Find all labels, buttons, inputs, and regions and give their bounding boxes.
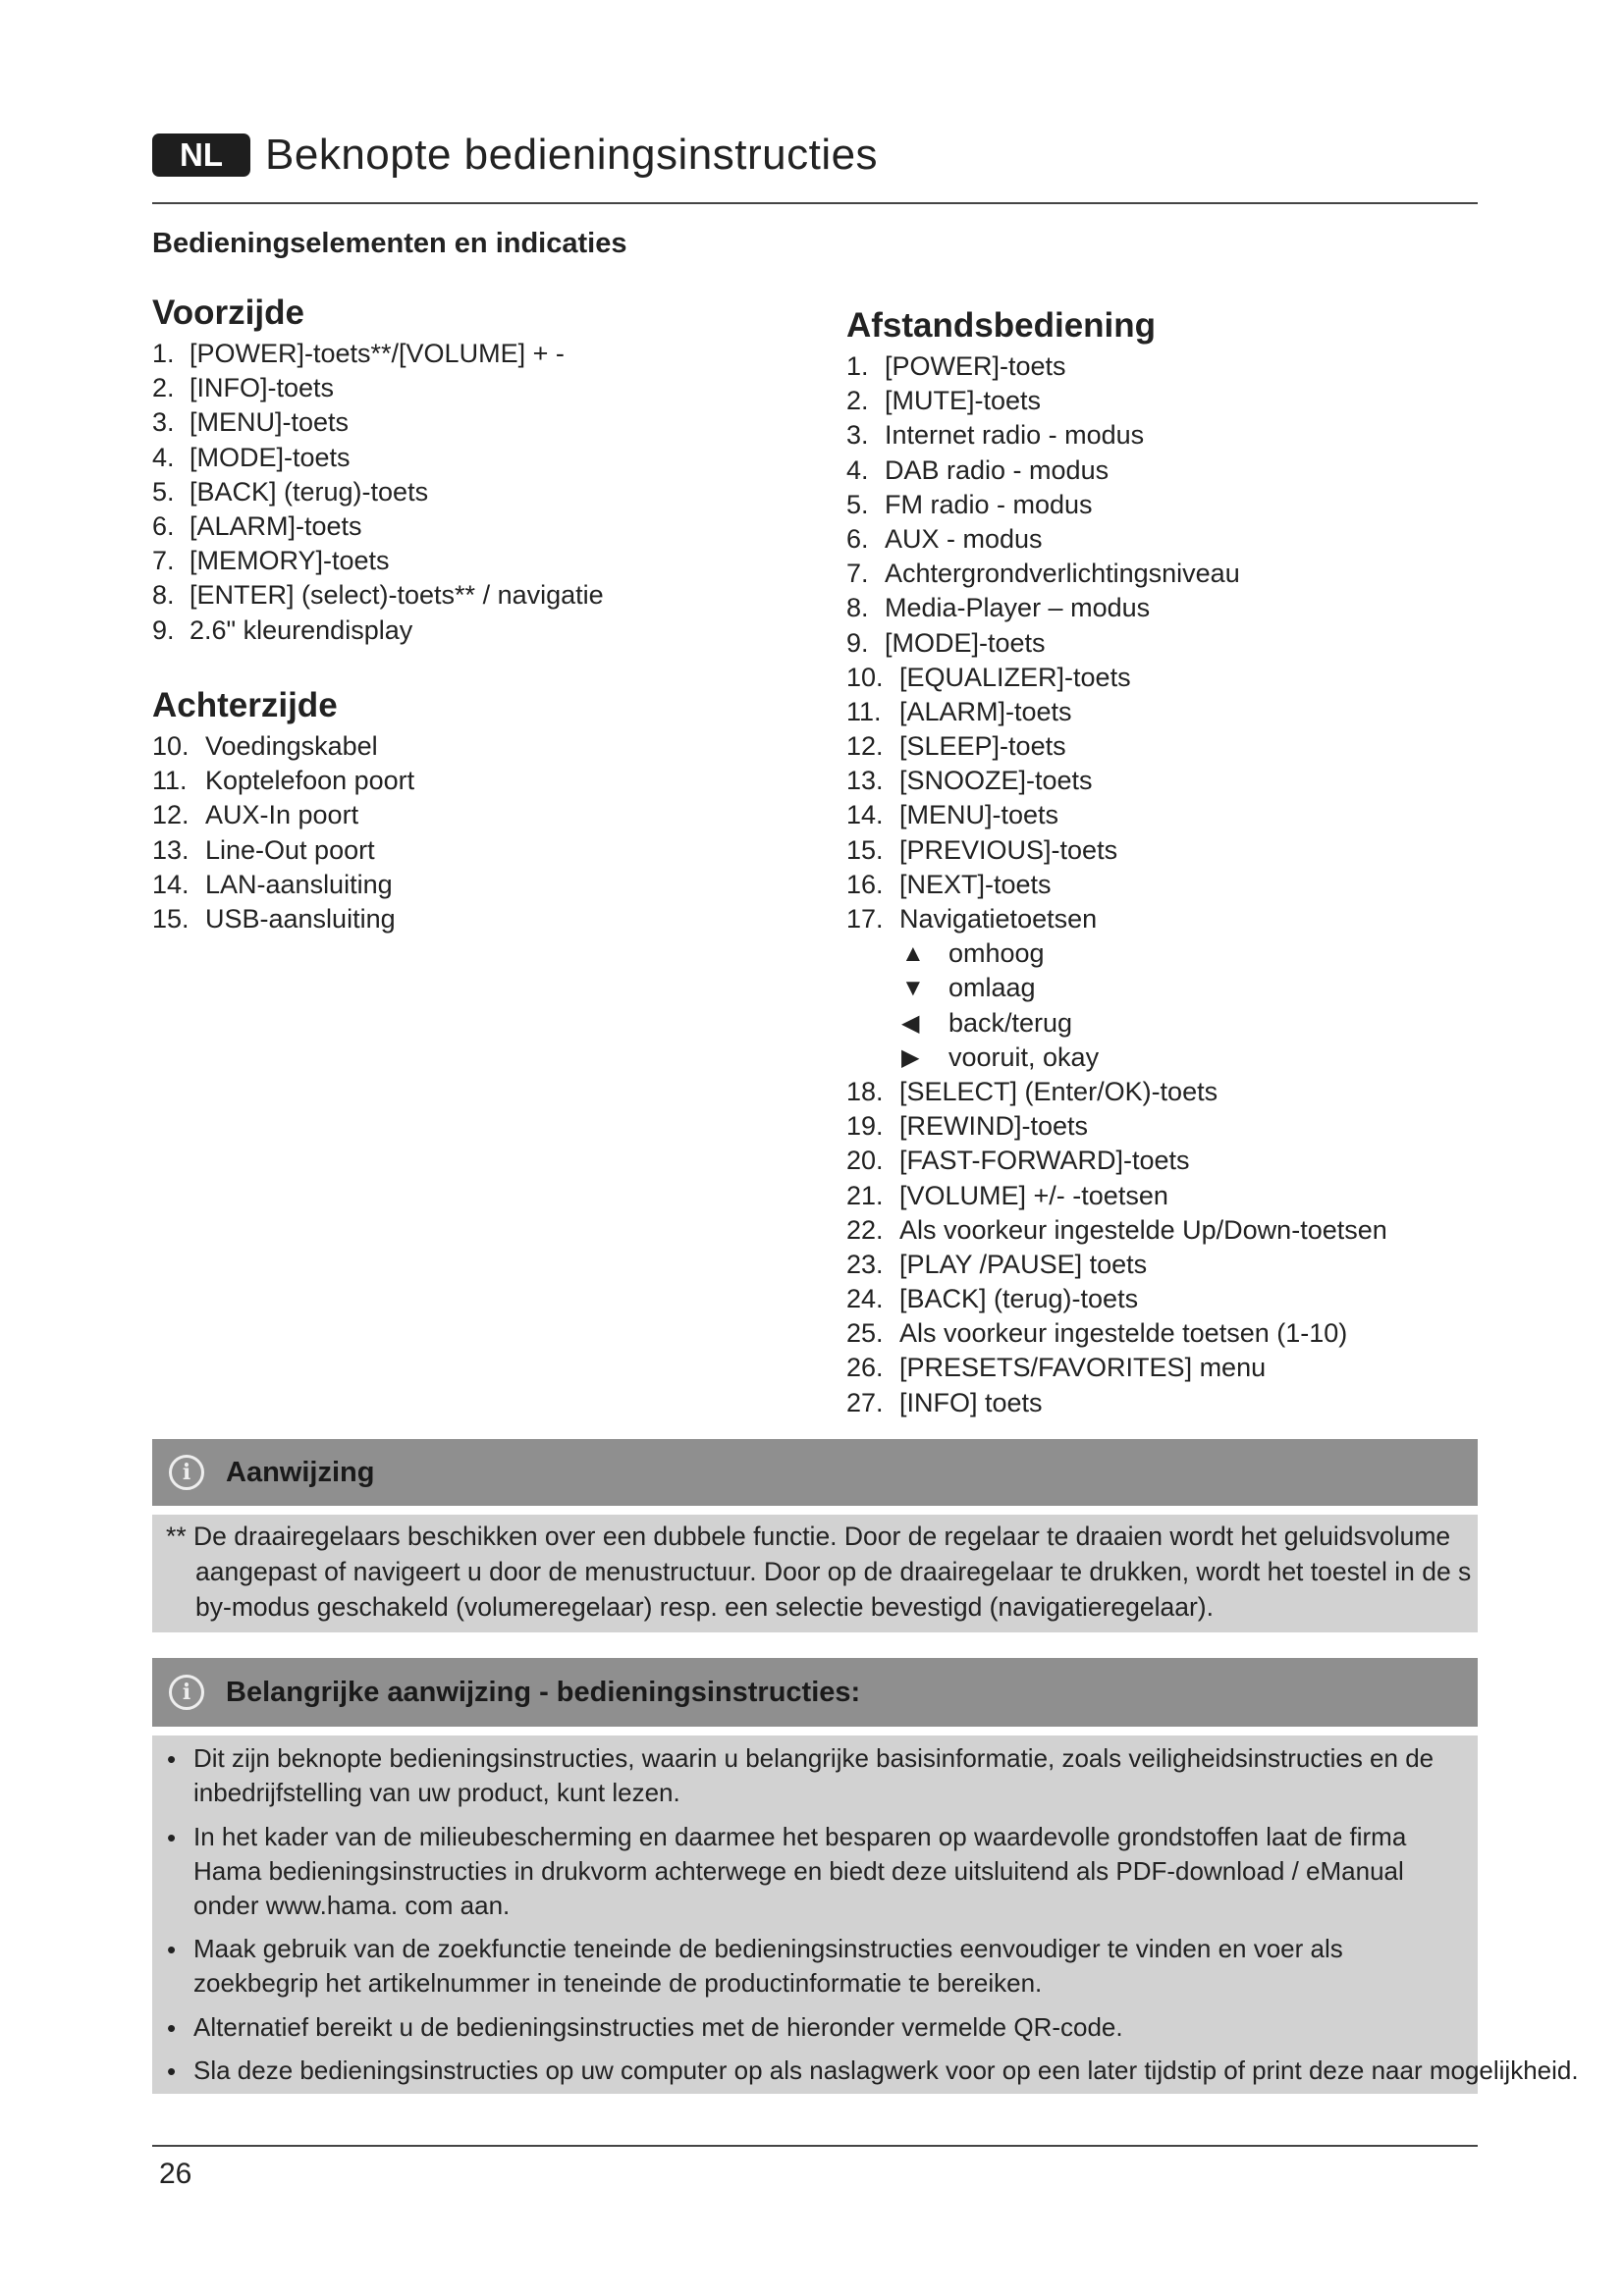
list-item <box>846 1386 1475 1420</box>
list-item <box>152 729 702 764</box>
item-number: 9. <box>152 614 175 645</box>
back-section <box>152 682 702 936</box>
nav-item <box>846 1006 1475 1041</box>
item-number: 11. <box>846 696 882 726</box>
item-text: Voedingskabel <box>205 731 378 761</box>
list-item <box>846 1248 1475 1282</box>
item-text: [POWER]-toets**/[VOLUME] + - <box>189 339 565 368</box>
list-item <box>846 522 1475 557</box>
bullet-icon: • <box>167 2013 177 2043</box>
item-text: Internet radio - modus <box>885 420 1145 451</box>
list-item <box>846 833 1475 868</box>
item-text: [SLEEP]-toets <box>899 731 1066 762</box>
arrow-right-icon: ▶ <box>901 1043 920 1071</box>
list-item <box>846 418 1475 453</box>
nav-item <box>846 971 1475 1005</box>
item-number: 21. <box>846 1180 884 1210</box>
list-item <box>152 441 702 475</box>
item-text: [MENU]-toets <box>899 800 1059 830</box>
list-item <box>846 729 1475 764</box>
item-number: 26. <box>846 1353 884 1383</box>
item-text: [SNOOZE]-toets <box>899 766 1093 796</box>
item-number: 12. <box>846 731 884 762</box>
list-item <box>846 764 1475 798</box>
item-number: 7. <box>846 559 869 589</box>
list-item <box>846 591 1475 625</box>
item-number: 5. <box>152 476 175 507</box>
item-number: 15. <box>846 834 884 865</box>
list-item <box>846 626 1475 661</box>
list-item <box>152 578 702 613</box>
item-number: 16. <box>846 869 884 899</box>
list-item <box>152 405 702 440</box>
back-list <box>152 729 702 936</box>
bullet-text: In het kader van de milieubescherming en daarmee het besparen op waardevolle grondstoffen laat de firma Hama bedieningsinstructies in drukvorm achterwege en biedt deze uitsluitend als PDF-download / eManual onder www.hama. com aan. <box>193 1822 1407 1920</box>
item-number: 23. <box>846 1249 884 1279</box>
list-item <box>846 1351 1475 1385</box>
item-number: 6. <box>152 510 175 541</box>
item-number: 27. <box>846 1387 884 1417</box>
page-header <box>152 126 1478 204</box>
remote-list <box>846 349 1475 936</box>
item-text: DAB radio - modus <box>885 454 1110 485</box>
note-line: by-modus geschakeld (volumeregelaar) resp. een selectie bevestigd (navigatieregelaar). <box>195 1592 1214 1622</box>
nav-item-text: omhoog <box>948 938 1045 969</box>
item-text: Als voorkeur ingestelde toetsen (1-10) <box>899 1318 1348 1349</box>
item-text: [PRESETS/FAVORITES] menu <box>899 1353 1267 1383</box>
list-item <box>152 833 702 868</box>
list-item <box>152 902 702 936</box>
item-number: 7. <box>152 546 175 576</box>
item-text: [MUTE]-toets <box>885 386 1042 416</box>
item-text: LAN-aansluiting <box>205 869 393 899</box>
nav-item-text: back/terug <box>948 1007 1073 1038</box>
nav-item-text: vooruit, okay <box>948 1041 1100 1072</box>
item-text: [POWER]-toets <box>885 351 1066 381</box>
item-number: 5. <box>846 489 869 519</box>
front-title: Voorzijde <box>152 294 304 332</box>
item-number: 17. <box>846 904 884 934</box>
info-icon: i <box>169 1675 204 1710</box>
item-text: Als voorkeur ingestelde Up/Down-toetsen <box>899 1214 1387 1245</box>
item-number: 14. <box>152 869 189 899</box>
list-item <box>846 798 1475 832</box>
back-title: Achterzijde <box>152 686 338 724</box>
item-text: [MODE]-toets <box>885 627 1046 658</box>
list-item <box>846 384 1475 418</box>
item-text: [NEXT]-toets <box>899 869 1052 899</box>
item-number: 8. <box>846 593 869 623</box>
bullet-icon: • <box>167 1935 177 1964</box>
item-text: Achtergrondverlichtingsniveau <box>885 559 1240 589</box>
item-number: 18. <box>846 1076 884 1106</box>
item-number: 4. <box>152 442 175 472</box>
note-line: ** De draairegelaars beschikken over een dubbele functie. Door de regelaar te draaien wordt het geluidsvolume <box>166 1522 1451 1551</box>
nav-item <box>846 936 1475 971</box>
footer-rule <box>152 2145 1478 2147</box>
item-text: [MEMORY]-toets <box>189 546 390 576</box>
item-number: 15. <box>152 903 189 934</box>
bullet-icon: • <box>167 1823 177 1852</box>
list-item <box>152 868 702 902</box>
item-text: [MENU]-toets <box>189 407 350 438</box>
front-list <box>152 337 702 648</box>
remote-list-continued <box>846 1075 1475 1420</box>
item-number: 19. <box>846 1111 884 1142</box>
item-text: [EQUALIZER]-toets <box>899 662 1131 692</box>
item-number: 25. <box>846 1318 884 1349</box>
list-item <box>846 695 1475 729</box>
list-item <box>152 544 702 578</box>
item-number: 8. <box>152 580 175 611</box>
note-box <box>152 1515 1478 1632</box>
list-item <box>846 349 1475 384</box>
item-number: 12. <box>152 800 189 830</box>
bullet-text: Dit zijn beknopte bedieningsinstructies, waarin u belangrijke basisinformatie, zoals veiligheidsinstructies en de inbedrijfstelling van uw product, kunt lezen. <box>193 1743 1435 1807</box>
item-text: [ENTER] (select)-toets** / navigatie <box>189 580 604 611</box>
item-text: Koptelefoon poort <box>205 766 415 796</box>
item-number: 9. <box>846 627 869 658</box>
item-text: 2.6" kleurendisplay <box>189 614 413 645</box>
item-text: [ALARM]-toets <box>189 510 362 541</box>
list-item <box>846 454 1475 488</box>
item-number: 3. <box>846 420 869 451</box>
item-number: 13. <box>152 834 189 865</box>
item-text: [INFO] toets <box>899 1387 1043 1417</box>
item-text: [SELECT] (Enter/OK)-toets <box>899 1076 1218 1106</box>
list-item <box>152 764 702 798</box>
bullet-icon: • <box>167 2056 177 2086</box>
item-text: FM radio - modus <box>885 489 1093 519</box>
bullet-text: Sla deze bedieningsinstructies op uw computer op als naslagwerk voor op een later tijdstip of print deze naar mogelijkheid. <box>193 2056 1579 2085</box>
item-number: 4. <box>846 454 869 485</box>
arrow-up-icon: ▲ <box>901 940 925 968</box>
list-item <box>846 1144 1475 1178</box>
bullet-text: Maak gebruik van de zoekfunctie teneinde de bedieningsinstructies eenvoudiger te vinden en voer als zoekbegrip het artikelnummer in teneinde de productinformatie te bereiken. <box>193 1934 1343 1998</box>
list-item <box>846 902 1475 936</box>
item-text: [BACK] (terug)-toets <box>899 1284 1139 1314</box>
item-number: 6. <box>846 523 869 554</box>
item-number: 10. <box>152 731 189 761</box>
item-text: [FAST-FORWARD]-toets <box>899 1146 1190 1176</box>
bullet-icon: • <box>167 1744 177 1774</box>
list-item <box>152 614 702 648</box>
list-item <box>152 337 702 371</box>
item-number: 24. <box>846 1284 884 1314</box>
list-item <box>846 557 1475 591</box>
remote-section <box>846 302 1475 1420</box>
important-title: Belangrijke aanwijzing - bedieningsinstructies: <box>226 1677 861 1708</box>
nav-item-text: omlaag <box>948 973 1036 1003</box>
item-number: 20. <box>846 1146 884 1176</box>
note-title: Aanwijzing <box>226 1457 375 1488</box>
item-number: 22. <box>846 1214 884 1245</box>
item-number: 1. <box>152 339 175 368</box>
item-text: [MODE]-toets <box>189 442 351 472</box>
note-header <box>152 1439 1478 1506</box>
important-box <box>152 1735 1579 2094</box>
item-text: [ALARM]-toets <box>899 696 1072 726</box>
navigation-keys-list <box>846 936 1475 1075</box>
remote-title: Afstandsbediening <box>846 306 1157 345</box>
language-badge: NL <box>152 133 250 177</box>
page-number: 26 <box>159 2158 192 2190</box>
arrow-down-icon: ▼ <box>901 975 925 1002</box>
item-text: Navigatietoetsen <box>899 904 1098 934</box>
note-line: aangepast of navigeert u door de menustructuur. Door op de draairegelaar te drukken, wordt het toestel in de s <box>195 1557 1472 1586</box>
item-text: [VOLUME] +/- -toetsen <box>899 1180 1168 1210</box>
arrow-left-icon: ◀ <box>901 1009 920 1037</box>
list-item <box>846 1282 1475 1316</box>
list-item <box>846 1075 1475 1109</box>
list-item <box>152 475 702 509</box>
item-number: 3. <box>152 407 175 438</box>
list-item <box>152 798 702 832</box>
item-text: [PREVIOUS]-toets <box>899 834 1118 865</box>
list-item <box>152 371 702 405</box>
item-number: 1. <box>846 351 869 381</box>
item-text: [INFO]-toets <box>189 373 335 403</box>
item-number: 10. <box>846 662 884 692</box>
item-number: 2. <box>152 373 175 403</box>
page-title: Beknopte bedieningsinstructies <box>265 131 879 179</box>
section-subheading: Bedieningselementen en indicaties <box>152 228 627 259</box>
item-text: AUX-In poort <box>205 800 359 830</box>
list-item <box>846 661 1475 695</box>
item-text: [PLAY /PAUSE] toets <box>899 1249 1148 1279</box>
item-text: [BACK] (terug)-toets <box>189 476 429 507</box>
item-text: [REWIND]-toets <box>899 1111 1089 1142</box>
list-item <box>152 509 702 544</box>
bullet-text: Alternatief bereikt u de bedieningsinstructies met de hieronder vermelde QR-code. <box>193 2012 1123 2042</box>
list-item <box>846 1213 1475 1248</box>
info-icon: i <box>169 1455 204 1490</box>
item-text: USB-aansluiting <box>205 903 396 934</box>
list-item <box>846 1316 1475 1351</box>
list-item <box>846 488 1475 522</box>
nav-item <box>846 1041 1475 1075</box>
list-item <box>846 1179 1475 1213</box>
list-item <box>846 868 1475 902</box>
item-text: AUX - modus <box>885 523 1043 554</box>
item-text: Line-Out poort <box>205 834 375 865</box>
item-text: Media-Player – modus <box>885 593 1151 623</box>
important-header <box>152 1658 1478 1727</box>
item-number: 13. <box>846 766 884 796</box>
item-number: 11. <box>152 766 188 796</box>
item-number: 2. <box>846 386 869 416</box>
list-item <box>846 1109 1475 1144</box>
front-section <box>152 290 702 648</box>
item-number: 14. <box>846 800 884 830</box>
